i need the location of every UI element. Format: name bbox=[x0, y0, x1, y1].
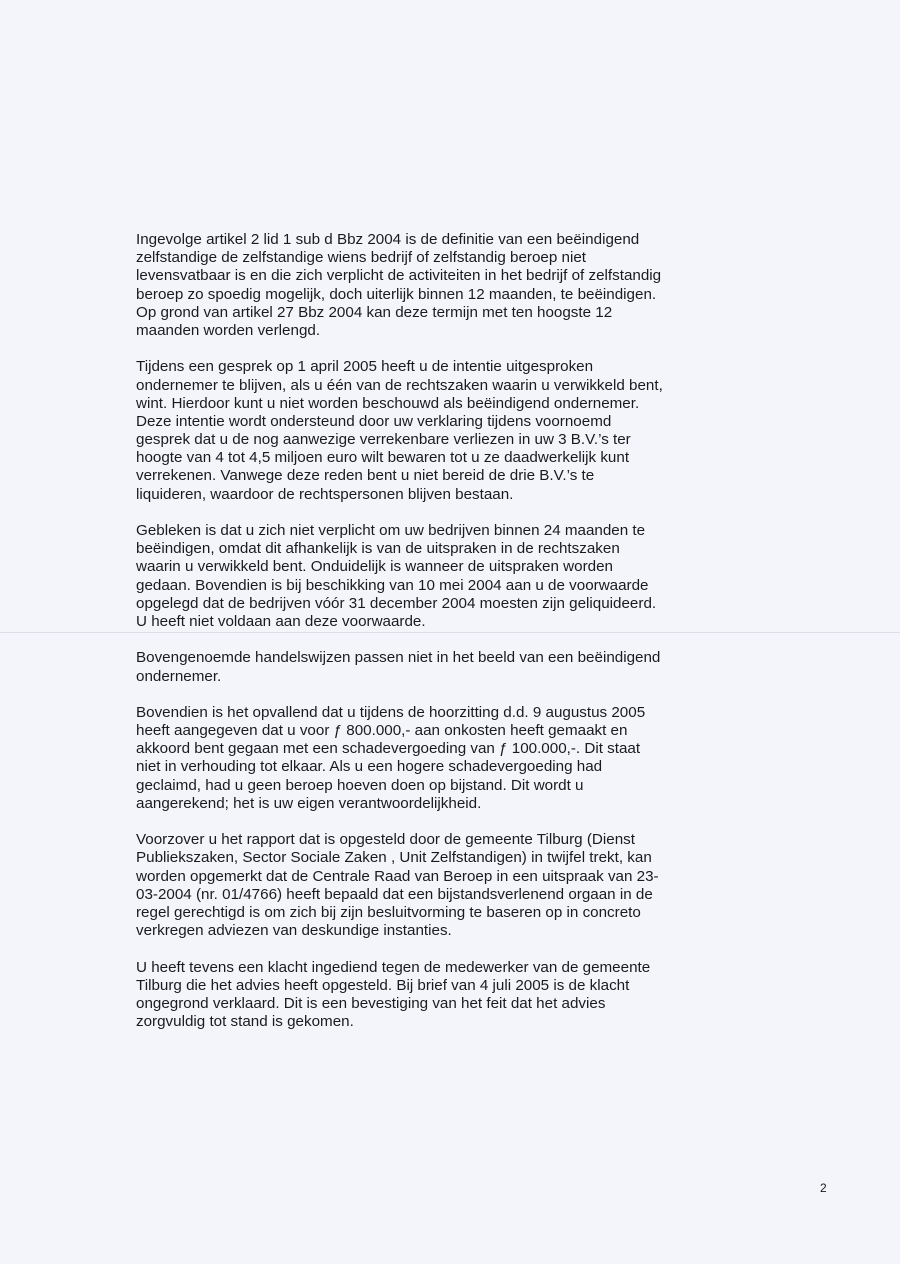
text-line: U heeft niet voldaan aan deze voorwaarde. bbox=[136, 612, 426, 630]
text-line: maanden worden verlengd. bbox=[136, 321, 321, 339]
paragraph bbox=[136, 358, 756, 504]
document-body bbox=[136, 231, 756, 1031]
paragraph bbox=[136, 522, 756, 631]
paragraph bbox=[136, 231, 756, 340]
text-line: ondernemer te blijven, als u één van de rechtszaken waarin u verwikkeld bent, bbox=[136, 376, 663, 394]
text-line: zelfstandige de zelfstandige wiens bedrijf of zelfstandig beroep niet bbox=[136, 249, 587, 267]
text-line: worden opgemerkt dat de Centrale Raad van Beroep in een uitspraak van 23- bbox=[136, 867, 659, 885]
paragraph bbox=[136, 704, 756, 813]
text-line: Ingevolge artikel 2 lid 1 sub d Bbz 2004 is de definitie van een beëindigend bbox=[136, 231, 640, 248]
text-line: aangerekend; het is uw eigen verantwoordelijkheid. bbox=[136, 794, 482, 812]
text-line: Bovengenoemde handelswijzen passen niet in het beeld van een beëindigend bbox=[136, 649, 661, 667]
text-line: regel gerechtigd is om zich bij zijn besluitvorming te baseren op in concreto bbox=[136, 903, 641, 921]
text-line: wint. Hierdoor kunt u niet worden beschouwd als beëindigend ondernemer. bbox=[136, 394, 640, 412]
text-line: beroep zo spoedig mogelijk, doch uiterlijk binnen 12 maanden, te beëindigen. bbox=[136, 285, 657, 303]
text-line: hoogte van 4 tot 4,5 miljoen euro wilt bewaren tot u ze daadwerkelijk kunt bbox=[136, 449, 630, 467]
paragraph bbox=[136, 831, 756, 940]
paragraph-gap bbox=[136, 504, 756, 522]
text-line: verkregen adviezen van deskundige instanties. bbox=[136, 922, 452, 940]
text-line: akkoord bent gegaan met een schadevergoeding van ƒ 100.000,-. Dit staat bbox=[136, 740, 641, 758]
text-line: beëindigen, omdat dit afhankelijk is van de uitspraken in de rechtszaken bbox=[136, 540, 620, 558]
text-line: gesprek dat u de nog aanwezige verrekenbare verliezen in uw 3 B.V.’s ter bbox=[136, 431, 631, 449]
text-line: Voorzover u het rapport dat is opgesteld door de gemeente Tilburg (Dienst bbox=[136, 831, 635, 849]
text-line: 03-2004 (nr. 01/4766) heeft bepaald dat een bijstandsverlenend orgaan in de bbox=[136, 885, 653, 903]
text-line: Deze intentie wordt ondersteund door uw verklaring tijdens voornoemd bbox=[136, 412, 612, 430]
text-line: verrekenen. Vanwege deze reden bent u niet bereid de drie B.V.’s te bbox=[136, 467, 595, 485]
text-line: Gebleken is dat u zich niet verplicht om uw bedrijven binnen 24 maanden te bbox=[136, 522, 646, 539]
paragraph-gap bbox=[136, 631, 756, 649]
text-line: Publiekszaken, Sector Sociale Zaken , Unit Zelfstandigen) in twijfel trekt, kan bbox=[136, 849, 652, 867]
text-line: zorgvuldig tot stand is gekomen. bbox=[136, 1013, 354, 1031]
text-line: niet in verhouding tot elkaar. Als u een hogere schadevergoeding had bbox=[136, 758, 603, 776]
paragraph-gap bbox=[136, 340, 756, 358]
text-line: ondernemer. bbox=[136, 667, 222, 685]
text-line: waarin u verwikkeld bent. Onduidelijk is wanneer de uitspraken worden bbox=[136, 558, 613, 576]
text-line: liquideren, waardoor de rechtspersonen blijven bestaan. bbox=[136, 485, 514, 503]
text-line: heeft aangegeven dat u voor ƒ 800.000,- aan onkosten heeft gemaakt en bbox=[136, 722, 628, 740]
text-line: gedaan. Bovendien is bij beschikking van 10 mei 2004 aan u de voorwaarde bbox=[136, 576, 649, 594]
paragraph-gap bbox=[136, 813, 756, 831]
text-line: Op grond van artikel 27 Bbz 2004 kan deze termijn met ten hoogste 12 bbox=[136, 303, 613, 321]
page-number: 2 bbox=[820, 1181, 827, 1195]
text-line: opgelegd dat de bedrijven vóór 31 december 2004 moesten zijn geliquideerd. bbox=[136, 594, 657, 612]
paragraph-gap bbox=[136, 940, 756, 958]
text-line: geclaimd, had u geen beroep hoeven doen op bijstand. Dit wordt u bbox=[136, 776, 584, 794]
paragraph bbox=[136, 649, 756, 685]
paragraph-gap bbox=[136, 686, 756, 704]
text-line: Tijdens een gesprek op 1 april 2005 heeft u de intentie uitgesproken bbox=[136, 358, 594, 376]
text-line: ongegrond verklaard. Dit is een bevestiging van het feit dat het advies bbox=[136, 994, 606, 1012]
text-line: Tilburg die het advies heeft opgesteld. Bij brief van 4 juli 2005 is de klacht bbox=[136, 976, 630, 994]
paragraph bbox=[136, 959, 756, 1032]
text-line: Bovendien is het opvallend dat u tijdens de hoorzitting d.d. 9 augustus 2005 bbox=[136, 703, 646, 721]
text-line: levensvatbaar is en die zich verplicht de activiteiten in het bedrijf of zelfstandig bbox=[136, 267, 662, 285]
text-line: U heeft tevens een klacht ingediend tegen de medewerker van de gemeente bbox=[136, 958, 651, 976]
